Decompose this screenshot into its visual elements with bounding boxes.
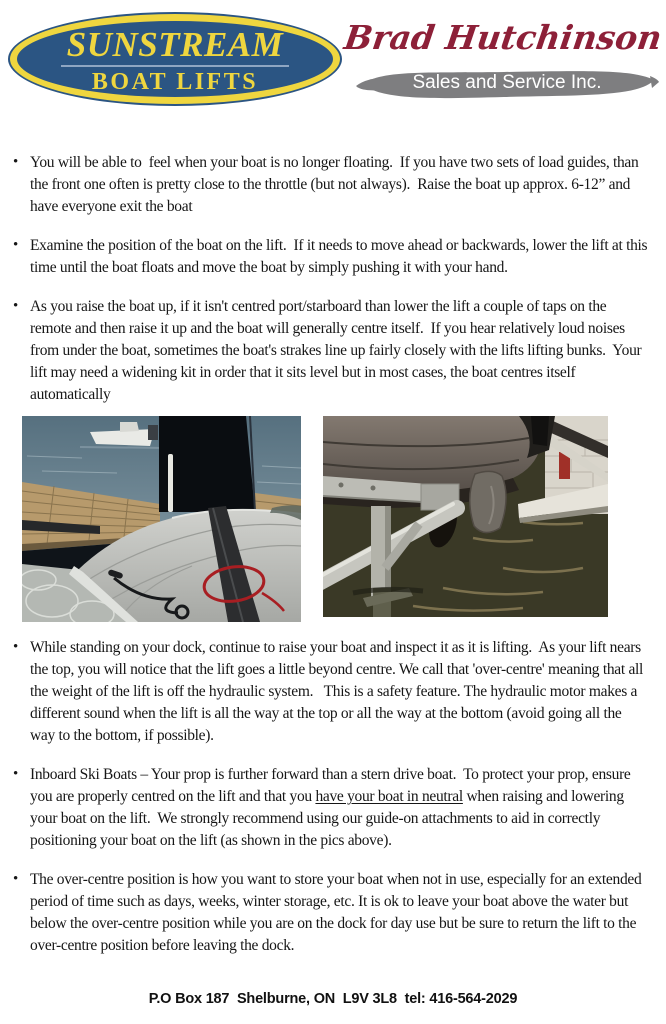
bullet-text: The over-centre position is how you want to store your boat when not in use, especially for an extended period of time such as days, weeks, winter storage, etc. It is ok to leave your boat above the water but below the over-centre position while you are on the dock for day use but be sure to return the lift to the over-centre position before leaving the dock. — [30, 871, 646, 954]
bullet-text: when raising and lowering your boat on the lift. We strongly recommend using our guide-on attachments to aid in correctly positioning your boat on the lift (as shown in the pics above). — [30, 788, 628, 849]
boat-hull-photo-illustration — [323, 416, 608, 617]
bullet-list — [10, 637, 648, 957]
bullet-list — [10, 152, 651, 406]
sunstream-wordmark: SUNSTREAM — [66, 24, 284, 64]
logo-divider — [61, 65, 289, 67]
instructions-top — [10, 152, 651, 423]
footer-address: P.O Box 187 Shelburne, ON L9V 3L8 tel: 416-564-2029 — [148, 991, 518, 1007]
dealer-banner — [354, 64, 660, 104]
bullet-item — [10, 296, 648, 406]
photo-row — [22, 416, 608, 622]
outdrive — [531, 416, 549, 446]
dealer-logo — [341, 18, 665, 106]
bullet-text: You will be able to feel when your boat is no longer floating. If you have two sets of load guides, than the front one often is pretty close to the throttle (but not always). Raise the boat up approx. 6-12” and have everyone exit the boat — [30, 154, 643, 215]
bullet-item — [10, 637, 648, 747]
instructions-bottom — [10, 637, 648, 974]
dealer-name-script: Brad Hutchinson — [341, 18, 665, 57]
bullet-text: As you raise the boat up, if it isn't centred port/starboard than lower the lift a couple of taps on the remote and then raise it up and the boat will generally centre itself. If you hear relatively loud noises from under the boat, sometimes the boat's strakes line up fairly closely with the lifts lifting bunks. Your lift may need a widening kit in order that it sits level but in most cases, the boat centres itself automatically — [30, 298, 645, 403]
underlined-phrase: have your boat in neutral — [315, 788, 463, 805]
sunstream-logo — [10, 14, 340, 104]
bullet-text: While standing on your dock, continue to raise your boat and inspect it as it is lifting. As your lift nears the top, you will notice that the lift goes a little beyond centre. We call that 'over-centre' meaning that all the weight of the lift is off the hydraulic system. This is a safety feature. The hydraulic motor makes a different sound when the lift is all the way at the top or all the way at the bottom (avoid going all the way to the bottom, if possible). — [30, 639, 647, 744]
rudder-fin — [470, 471, 506, 532]
bullet-text: Examine the position of the boat on the lift. If it needs to move ahead or backwards, lower the lift at this time until the boat floats and move the boat by simply pushing it with your hand. — [30, 237, 651, 276]
bullet-item — [10, 152, 648, 218]
dealer-tagline: Sales and Service Inc. — [412, 72, 602, 93]
bullet-item — [10, 235, 651, 279]
bullet-item — [10, 869, 648, 957]
photo-hull-prop-lift — [323, 416, 608, 622]
boat-bow-photo-illustration — [22, 416, 301, 622]
sunstream-subtitle: BOAT LIFTS — [91, 68, 259, 95]
photo-boat-bow-guide-on — [22, 416, 301, 622]
bullet-text: Inboard Ski Boats – Your prop is further forward than a stern drive boat. To protect your prop, ensure you are properly centred on the lift and that you — [30, 766, 635, 805]
bullet-item — [10, 764, 648, 852]
guide-pole — [168, 454, 173, 512]
